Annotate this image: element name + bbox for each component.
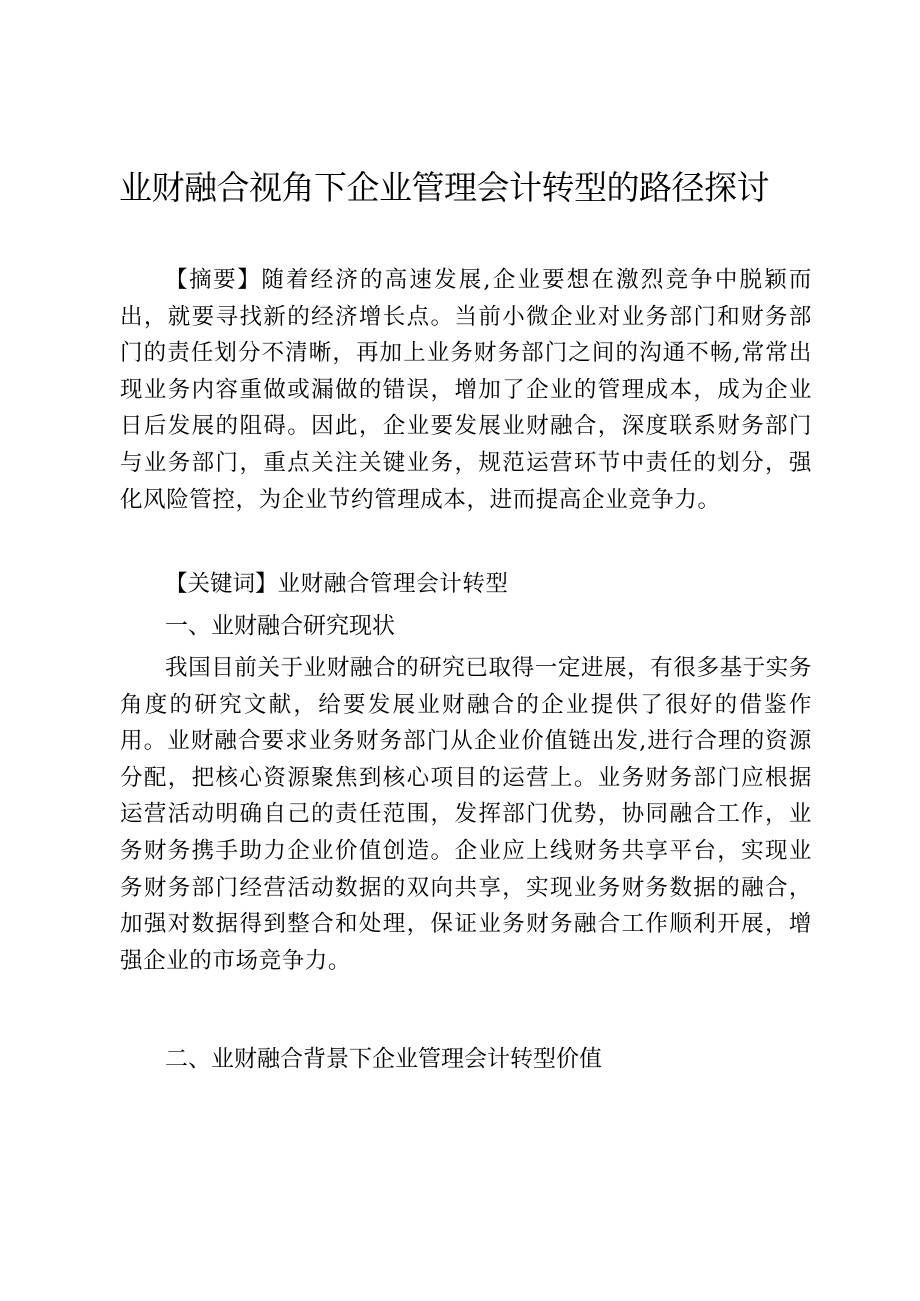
abstract-text: 随着经济的高速发展,企业要想在激烈竞争中脱颖而出，就要寻找新的经济增长点。当前小微企业对业务部门和财务部门的责任划分不清晰，再加上业务财务部门之间的沟通不畅,常常出现业务内容重做或漏做的错误，增加了企业的管理成本，成为企业日后发展的阻碍。因此，企业要发展业财融合，深度联系财务部门与业务部门，重点关注关键业务，规范运营环节中责任的划分，强化风险管控，为企业节约管理成本，进而提高企业竞争力。 [120, 267, 812, 513]
section-2-heading: 二、业财融合背景下企业管理会计转型价值 [165, 1046, 602, 1072]
section-1-paragraph: 我国目前关于业财融合的研究已取得一定进展，有很多基于实务角度的研究文献，给要发展业财融合的企业提供了很好的借鉴作用。业财融合要求业务财务部门从企业价值链出发,进行合理的资源分配，把核心资源聚焦到核心项目的运营上。业务财务部门应根据运营活动明确自己的责任范围，发挥部门优势，协同融合工作，业务财务携手助力企业价值创造。企业应上线财务共享平台，实现业务财务部门经营活动数据的双向共享，实现业务财务数据的融合，加强对数据得到整合和处理，保证业务财务融合工作顺利开展，增强企业的市场竞争力。 [120, 655, 812, 974]
keywords-text: 业财融合管理会计转型 [277, 571, 509, 597]
keywords-label: 【关键词】 [165, 571, 278, 597]
abstract-paragraph [120, 262, 812, 518]
document-title: 业财融合视角下企业管理会计转型的路径探讨 [119, 168, 769, 207]
keywords-paragraph [120, 566, 812, 603]
section-1-heading: 一、业财融合研究现状 [165, 613, 395, 639]
abstract-label: 【摘要】 [165, 267, 262, 293]
